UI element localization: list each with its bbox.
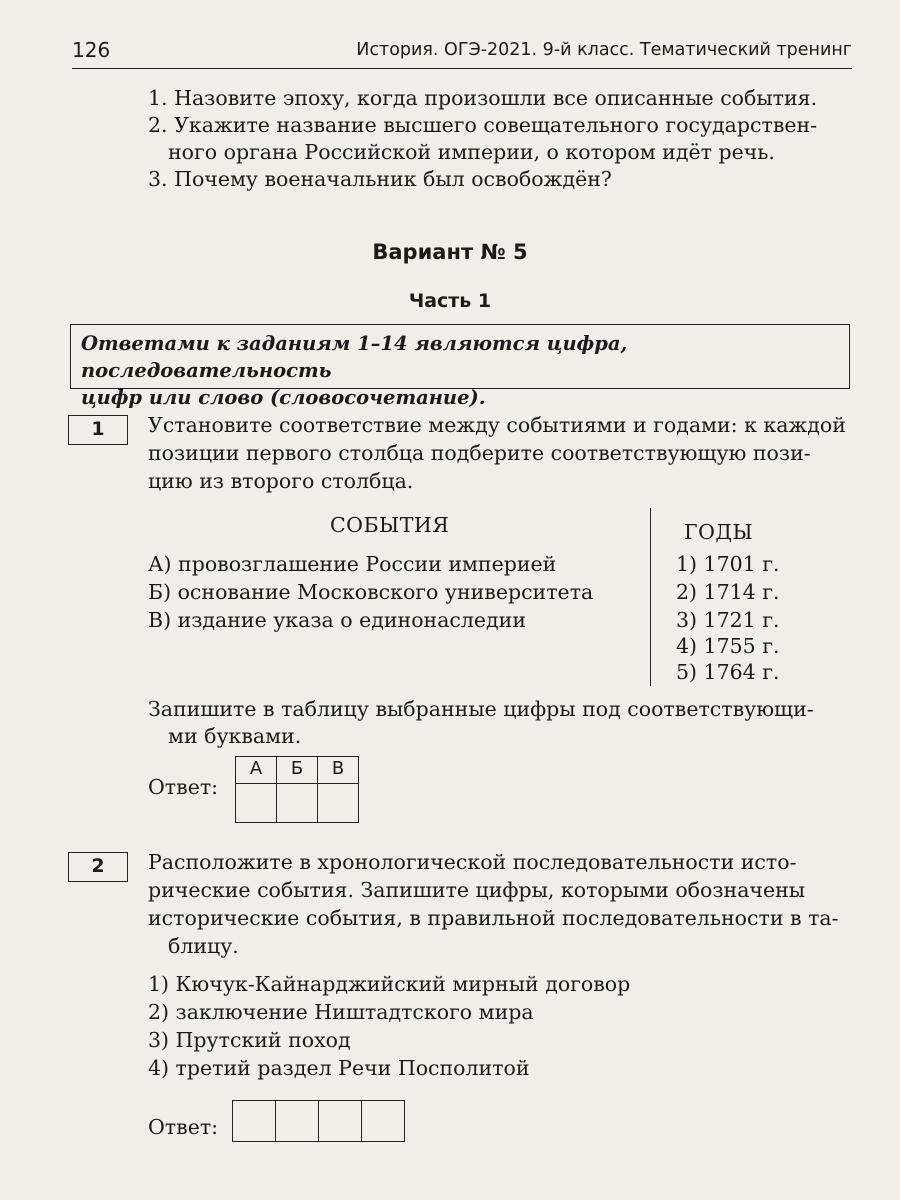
event-item: 2) заключение Ништадтского мира xyxy=(148,1000,534,1024)
answer-table xyxy=(235,756,359,823)
answer-cell-1[interactable] xyxy=(233,1101,276,1142)
answer-cell-4[interactable] xyxy=(362,1101,405,1142)
year-item: 4) 1755 г. xyxy=(676,634,780,658)
year-item: 5) 1764 г. xyxy=(676,660,780,684)
instruction-line: Ответами к заданиям 1–14 являются цифра, последовательность xyxy=(81,332,628,382)
task-text-line: Расположите в хронологической последовательности истo- xyxy=(148,850,797,874)
task-text-line: рические события. Запишите цифры, которыми обозначены xyxy=(148,878,806,902)
event-item: Б) основание Московского университета xyxy=(148,580,594,604)
event-item: В) издание указа о единонаследии xyxy=(148,608,527,632)
table-prompt-line: ми буквами. xyxy=(168,724,302,748)
answer-cell-a[interactable] xyxy=(236,784,277,823)
answer-letter: В xyxy=(318,757,359,784)
answer-cell-b[interactable] xyxy=(277,784,318,823)
answer-letter: А xyxy=(236,757,277,784)
column-divider xyxy=(650,508,651,686)
events-column-header: СОБЫТИЯ xyxy=(330,513,450,537)
question-line: 2. Укажите название высшего совещательного государствен- xyxy=(148,113,818,137)
task-text-line: Установите соответствие между событиями и годами: к каждой xyxy=(148,413,846,437)
instruction-box xyxy=(70,324,850,409)
task-text-line: цию из второго столбца. xyxy=(148,469,414,493)
question-line: ного органа Российской империи, о котором идёт речь. xyxy=(168,140,775,164)
task-number-box: 2 xyxy=(68,852,128,882)
variant-title: Вариант № 5 xyxy=(372,240,528,264)
table-prompt-line: Запишите в таблицу выбранные цифры под соответствующи- xyxy=(148,697,814,721)
answer-letter: Б xyxy=(277,757,318,784)
question-line: 1. Назовите эпоху, когда произошли все описанные события. xyxy=(148,86,818,110)
page-number: 126 xyxy=(72,38,111,62)
answer-cell-3[interactable] xyxy=(319,1101,362,1142)
answer-cell-v[interactable] xyxy=(318,784,359,823)
instruction-line: цифр или слово (словосочетание). xyxy=(81,386,486,409)
answer-label: Ответ: xyxy=(148,1115,219,1139)
year-item: 2) 1714 г. xyxy=(676,580,780,604)
year-item: 1) 1701 г. xyxy=(676,552,780,576)
task-text-line: блицу. xyxy=(168,934,239,958)
page-header xyxy=(72,38,852,69)
task-number-box: 1 xyxy=(68,415,128,445)
year-item: 3) 1721 г. xyxy=(676,608,780,632)
task-text-line: исторические события, в правильной последовательности в та- xyxy=(148,906,839,930)
event-item: А) провозглашение России империей xyxy=(148,552,557,576)
answer-cell-2[interactable] xyxy=(276,1101,319,1142)
running-title: История. ОГЭ-2021. 9-й класс. Тематический тренинг xyxy=(356,40,852,60)
answer-table xyxy=(232,1100,405,1142)
part-title: Часть 1 xyxy=(408,290,492,312)
event-item: 4) третий раздел Речи Посполитой xyxy=(148,1056,530,1080)
event-item: 1) Кючук-Кайнарджийский мирный договор xyxy=(148,972,631,996)
event-item: 3) Прутский поход xyxy=(148,1028,351,1052)
answer-label: Ответ: xyxy=(148,775,219,799)
task-text-line: позиции первого столбца подберите соответствующую пози- xyxy=(148,441,811,465)
years-column-header: ГОДЫ xyxy=(684,520,754,544)
question-line: 3. Почему военачальник был освобождён? xyxy=(148,167,612,191)
